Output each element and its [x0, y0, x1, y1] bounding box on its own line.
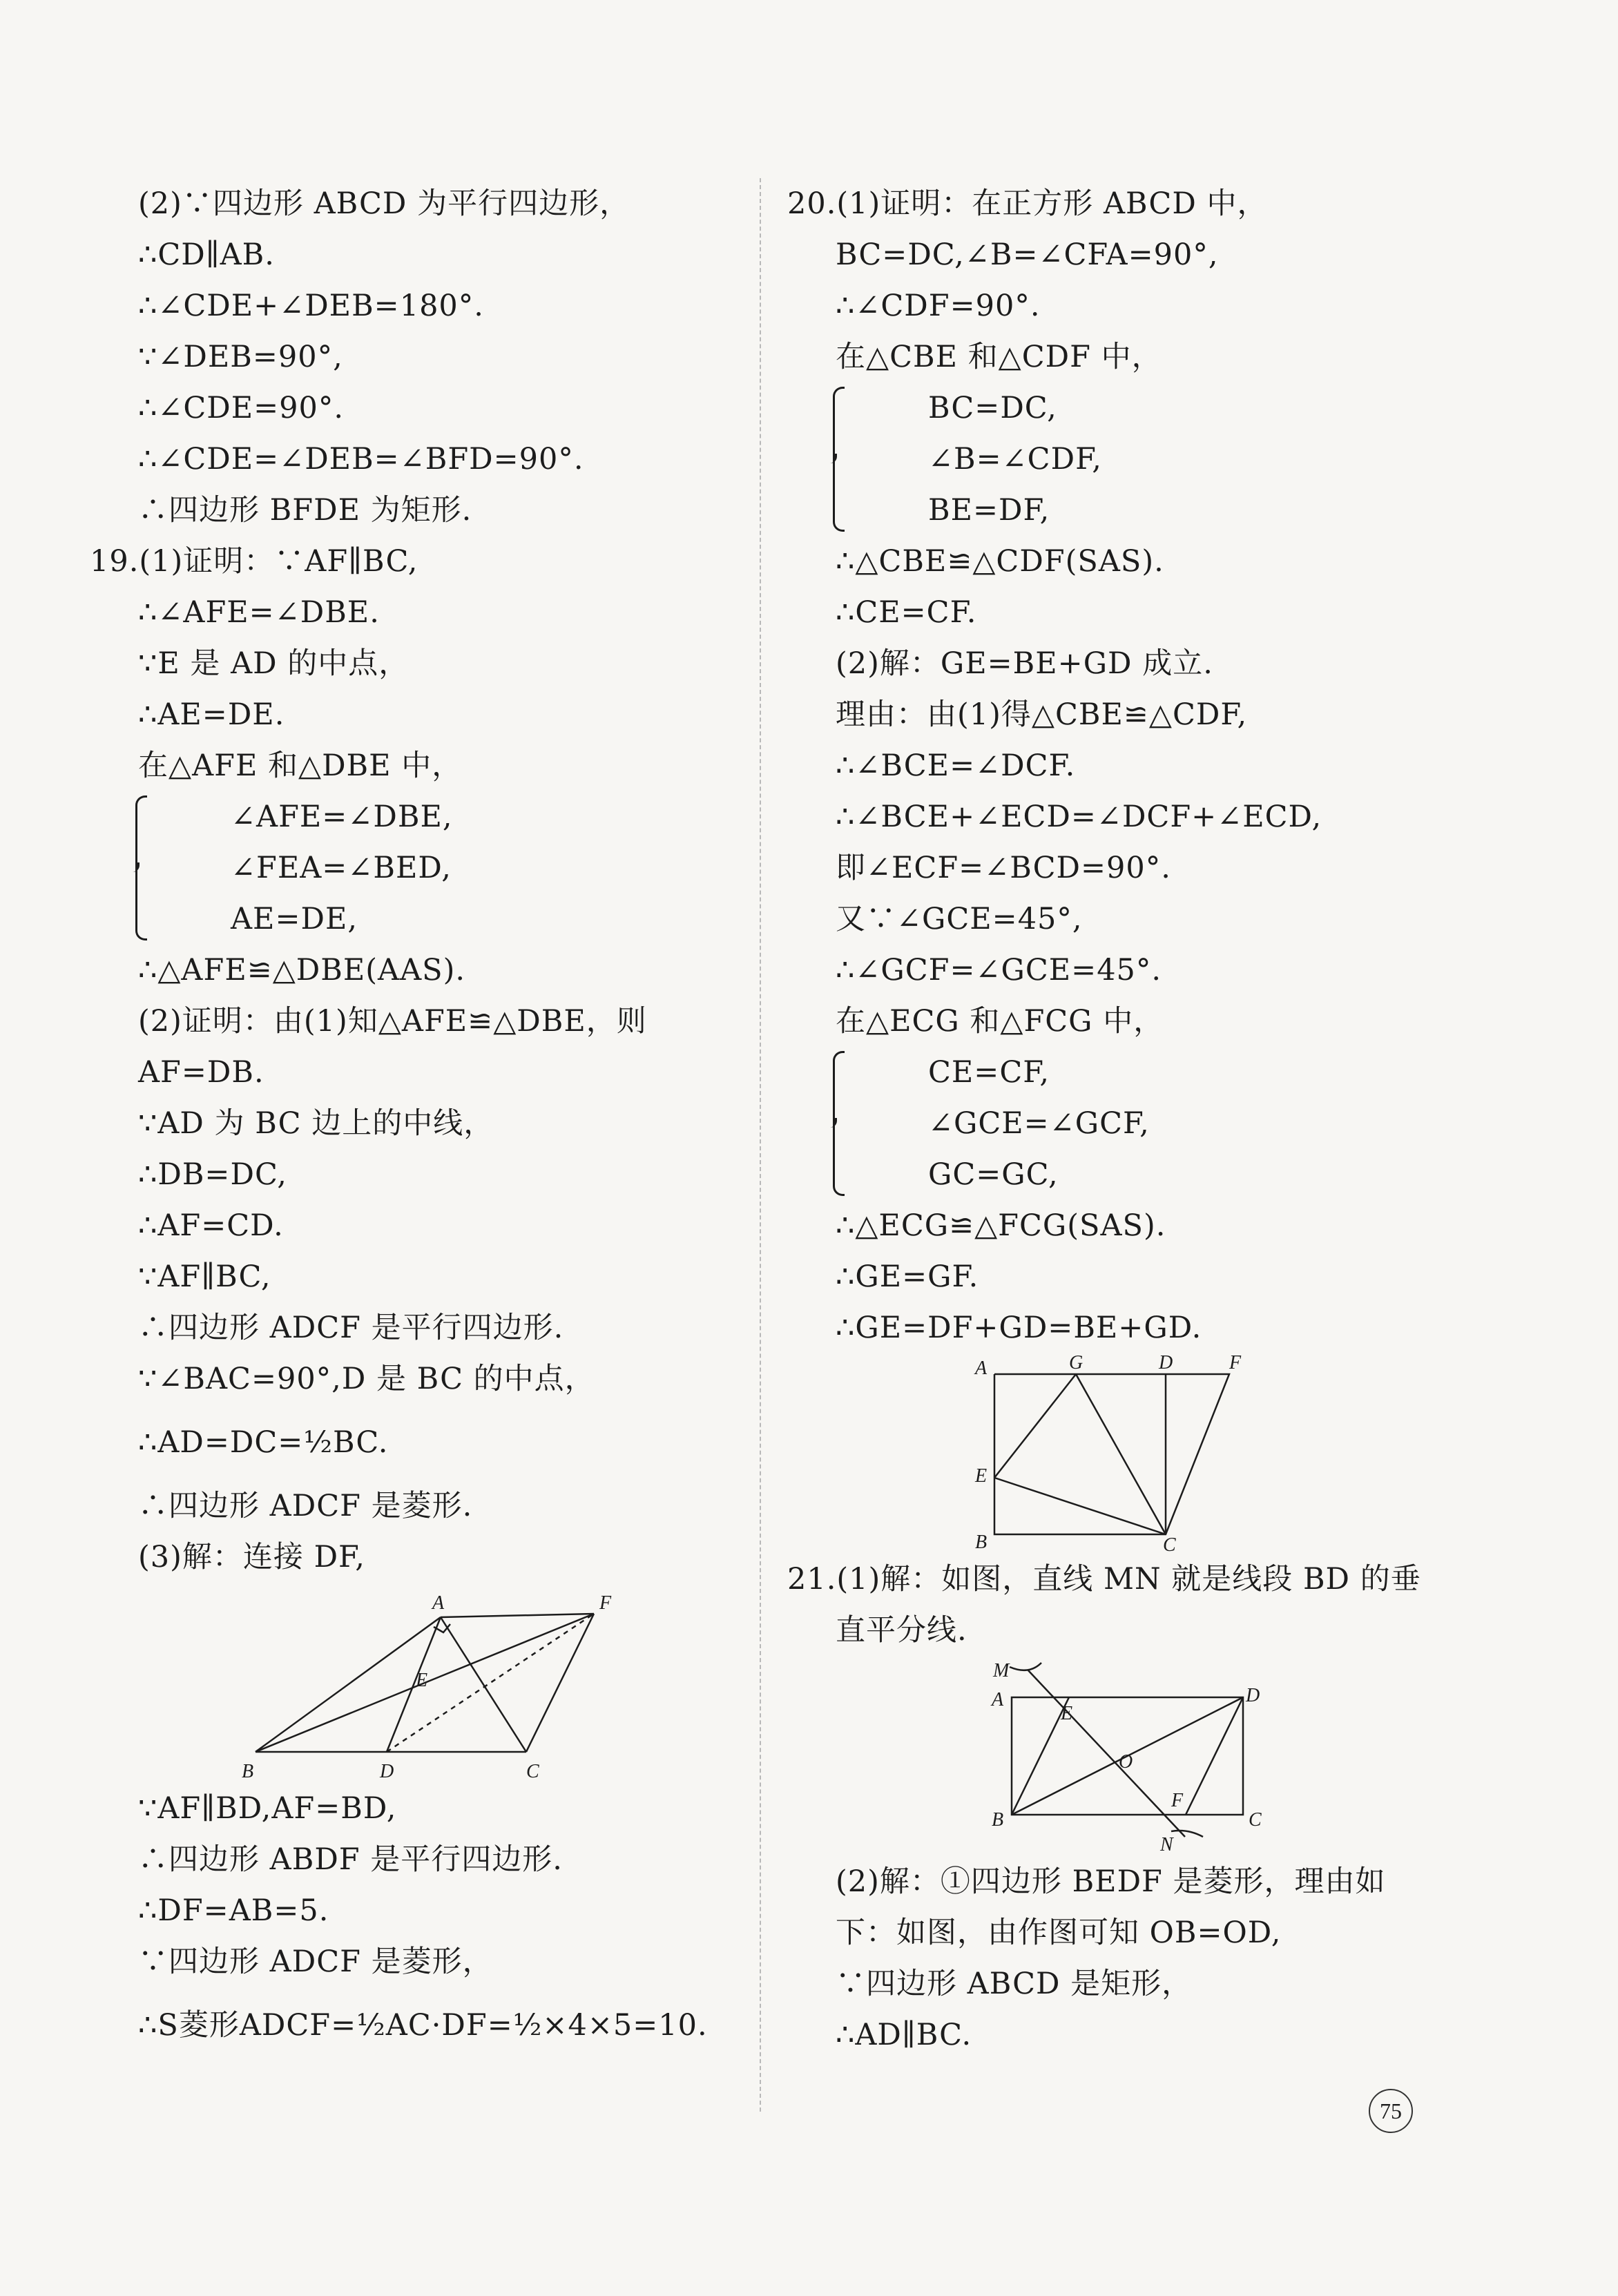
text-line: ∴△ECG≌△FCG(SAS). [836, 1208, 1166, 1243]
system-row: AE=DE, [231, 902, 358, 936]
vertex-label: C [1163, 1534, 1176, 1554]
text-line: ∵AD 为 BC 边上的中线， [138, 1106, 494, 1141]
vertex-label: A [432, 1592, 445, 1614]
text-line: (2)∵四边形 ABCD 为平行四边形， [138, 186, 630, 221]
text-line: ∵AF∥BD,AF=BD, [138, 1791, 397, 1826]
vertex-label: G [1069, 1353, 1084, 1373]
text-line: ∴AD∥BC. [836, 2018, 972, 2052]
system-row: ∠FEA=∠BED, [231, 851, 452, 885]
text-line: 在△AFE 和△DBE 中， [138, 749, 463, 783]
vertex-label: C [526, 1761, 539, 1782]
text-line: ∵∠BAC=90°,D 是 BC 的中点， [138, 1362, 595, 1396]
text-line: 直平分线. [836, 1613, 967, 1648]
system-row: BE=DF, [928, 493, 1050, 528]
text-line: ∴△AFE≌△DBE(AAS). [138, 953, 466, 987]
vertex-label: A [975, 1358, 988, 1379]
system-row: GC=GC, [928, 1157, 1059, 1192]
text-line: ∴AF=CD. [138, 1208, 284, 1243]
text-line: ∴AE=DE. [138, 697, 285, 732]
text-line: ∴∠BCE=∠DCF. [836, 749, 1076, 783]
text-line: ∵AF∥BC, [138, 1260, 271, 1294]
vertex-label: A [992, 1689, 1004, 1710]
system-row: CE=CF, [928, 1055, 1050, 1090]
vertex-label: D [1246, 1685, 1260, 1706]
text-line: (2)解：GE=BE+GD 成立. [836, 646, 1213, 681]
vertex-label: F [599, 1592, 612, 1614]
question-19-heading: 19.(1)证明：∵AF∥BC, [90, 544, 418, 579]
text-line: ∵∠DEB=90°, [138, 340, 343, 374]
text-line: (2)证明：由(1)知△AFE≌△DBE，则 [138, 1004, 647, 1039]
text-line: ∴∠CDE=∠DEB=∠BFD=90°. [138, 442, 584, 476]
text-line: ∵四边形 ADCF 是菱形， [138, 1945, 493, 1979]
text-line: ∴∠CDE+∠DEB=180°. [138, 289, 484, 323]
system-row: ∠B=∠CDF, [928, 442, 1102, 476]
text-line: ∴DB=DC, [138, 1157, 287, 1192]
text-line: BC=DC,∠B=∠CFA=90°, [836, 238, 1219, 272]
question-21-heading: 21.(1)解：如图，直线 MN 就是线段 BD 的垂 [787, 1562, 1421, 1596]
column-divider [760, 178, 761, 2112]
text-line: 在△CBE 和△CDF 中， [836, 340, 1162, 374]
text-line: ∴CE=CF. [836, 595, 977, 630]
system-row: ∠AFE=∠DBE, [231, 800, 453, 834]
rhombus-figure [90, 1583, 746, 1783]
text-line: ∴△CBE≌△CDF(SAS). [836, 544, 1164, 579]
text-line: ∴四边形 BFDE 为矩形. [138, 493, 472, 528]
equation-system [90, 791, 746, 945]
vertex-label: D [380, 1761, 394, 1782]
text-line: 下：如图，由作图可知 OB=OD, [836, 1916, 1282, 1950]
text-line: ∴∠CDF=90°. [836, 289, 1041, 323]
vertex-label: E [1061, 1703, 1073, 1724]
text-line: ∴四边形 ABDF 是平行四边形. [138, 1842, 563, 1877]
text-line: ∴∠CDE=90°. [138, 391, 345, 425]
right-column [787, 178, 1464, 2061]
vertex-label: B [975, 1532, 988, 1553]
text-line: ∴∠BCE+∠ECD=∠DCF+∠ECD, [836, 800, 1322, 834]
area-line: ∴S菱形ADCF=½AC·DF=½×4×5=10. [138, 2008, 708, 2043]
rectangle-figure [787, 1656, 1464, 1856]
vertex-label: N [1160, 1834, 1173, 1855]
text-line: (2)解：①四边形 BEDF 是菱形，理由如 [836, 1864, 1386, 1899]
vertex-label: F [1171, 1790, 1184, 1811]
brace-icon [833, 387, 845, 532]
text-line: 在△ECG 和△FCG 中， [836, 1004, 1164, 1039]
fraction-line: ∴AD=DC=½BC. [138, 1425, 389, 1460]
text-line: ∴∠GCF=∠GCE=45°. [836, 953, 1162, 987]
system-row: BC=DC, [928, 391, 1057, 425]
text-line: ∵四边形 ABCD 是矩形， [836, 1967, 1193, 2001]
vertex-label: O [1119, 1751, 1133, 1773]
left-column [90, 178, 746, 2063]
text-line: 又∵∠GCE=45°, [836, 902, 1083, 936]
equation-system [787, 1047, 1464, 1200]
vertex-label: C [1249, 1809, 1262, 1831]
vertex-label: E [975, 1465, 988, 1487]
text-line: ∴GE=DF+GD=BE+GD. [836, 1311, 1202, 1345]
brace-icon [833, 1051, 845, 1196]
text-line: 即∠ECF=∠BCD=90°. [836, 851, 1171, 885]
text-line: (3)解：连接 DF, [138, 1540, 365, 1574]
vertex-label: B [242, 1761, 254, 1782]
square-figure [787, 1353, 1464, 1554]
equation-system [787, 383, 1464, 536]
vertex-label: E [416, 1670, 428, 1691]
text-line: 理由：由(1)得△CBE≌△CDF, [836, 697, 1248, 732]
text-line: ∴CD∥AB. [138, 238, 275, 272]
text-line: AF=DB. [138, 1055, 264, 1090]
vertex-label: D [1159, 1353, 1173, 1373]
text-line: ∴四边形 ADCF 是菱形. [138, 1489, 473, 1523]
vertex-label: M [993, 1660, 1010, 1681]
text-line: ∴四边形 ADCF 是平行四边形. [138, 1311, 564, 1345]
text-line: ∴∠AFE=∠DBE. [138, 595, 380, 630]
system-row: ∠GCE=∠GCF, [928, 1106, 1150, 1141]
question-20-heading: 20.(1)证明：在正方形 ABCD 中， [787, 186, 1268, 221]
vertex-label: F [1229, 1353, 1242, 1373]
brace-icon [135, 795, 147, 940]
text-line: ∴GE=GF. [836, 1260, 979, 1294]
page-number: 75 [1369, 2089, 1413, 2133]
vertex-label: B [992, 1809, 1004, 1831]
text-line: ∴DF=AB=5. [138, 1893, 329, 1928]
text-line: ∵E 是 AD 的中点， [138, 646, 410, 681]
